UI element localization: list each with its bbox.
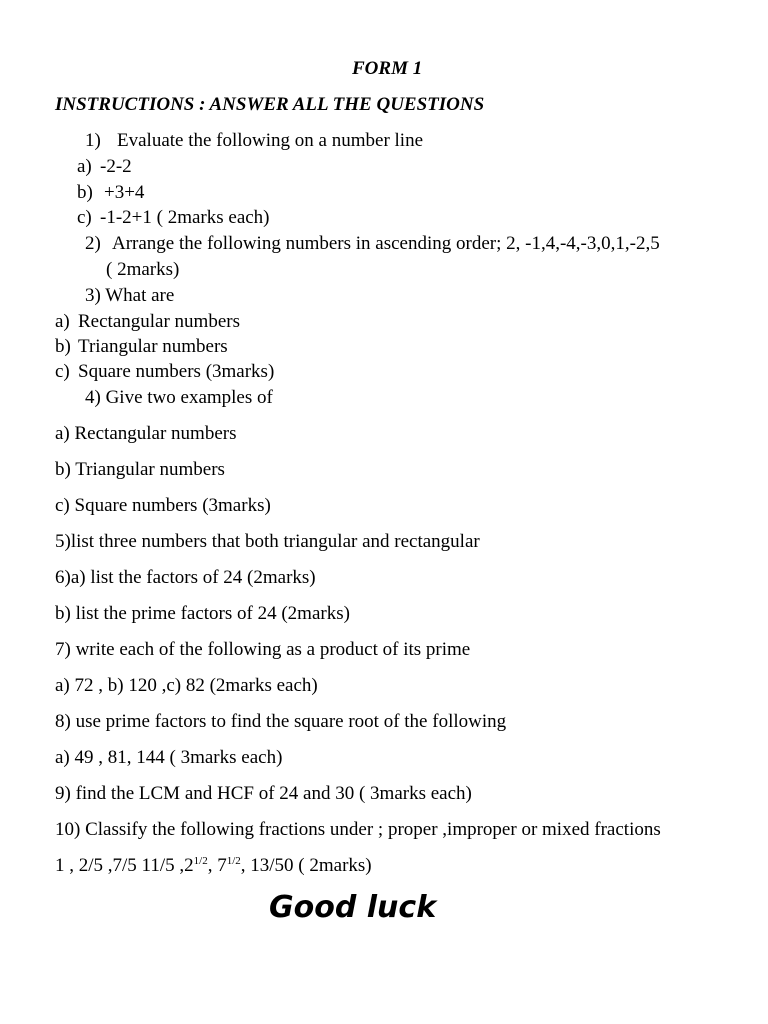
question-9: 9) find the LCM and HCF of 24 and 30 ( 3marks each): [55, 783, 472, 804]
question-2: [85, 234, 660, 253]
question-3-part-b: [55, 337, 228, 356]
question-3-part-c: [55, 362, 274, 381]
part-label: a): [55, 311, 70, 332]
question-7-parts: a) 72 , b) 120 ,c) 82 (2marks each): [55, 675, 318, 696]
question-1: [85, 131, 423, 150]
question-4: 4) Give two examples of: [85, 387, 273, 408]
question-5: 5)list three numbers that both triangular and rectangular: [55, 531, 480, 552]
question-4-part-c: c) Square numbers (3marks): [55, 495, 271, 516]
part-text: Triangular numbers: [78, 336, 228, 357]
good-luck-closing: Good luck: [269, 890, 437, 925]
page-title: FORM 1: [352, 58, 423, 79]
question-1-part-b: [77, 183, 144, 202]
instructions-heading: INSTRUCTIONS : ANSWER ALL THE QUESTIONS: [55, 94, 485, 115]
part-text: -2-2: [100, 156, 132, 177]
question-8-parts: a) 49 , 81, 144 ( 3marks each): [55, 747, 283, 768]
part-label: c): [77, 207, 92, 228]
question-number: 2): [85, 233, 101, 254]
part-text: Rectangular numbers: [78, 311, 240, 332]
question-3: 3) What are: [85, 285, 175, 306]
part-text: Square numbers (3marks): [78, 361, 275, 382]
question-1-part-c: [77, 208, 270, 227]
part-label: b): [77, 182, 93, 203]
part-label: b): [55, 336, 71, 357]
question-7: 7) write each of the following as a product of its prime: [55, 639, 471, 660]
fraction-list-start: 1 , 2/5 ,7/5 11/5 ,2: [55, 855, 194, 876]
question-number: 1): [85, 130, 101, 151]
question-3-part-a: [55, 312, 240, 331]
question-text: Arrange the following numbers in ascending order; 2, -1,4,-4,-3,0,1,-2,5: [112, 233, 660, 254]
question-1-part-a: [77, 157, 132, 176]
question-6-part-b: b) list the prime factors of 24 (2marks): [55, 603, 350, 624]
question-2-marks: ( 2marks): [106, 259, 180, 280]
fraction-list-end: , 13/50 ( 2marks): [240, 855, 372, 876]
question-6-part-a: 6)a) list the factors of 24 (2marks): [55, 567, 316, 588]
part-text: -1-2+1 ( 2marks each): [100, 207, 270, 228]
question-8: 8) use prime factors to find the square root of the following: [55, 711, 507, 732]
part-label: a): [77, 156, 92, 177]
superscript-half: 1/2: [193, 855, 208, 867]
part-text: +3+4: [104, 182, 145, 203]
superscript-half: 1/2: [226, 855, 241, 867]
question-4-part-a: a) Rectangular numbers: [55, 423, 237, 444]
fraction-list-middle: , 7: [207, 855, 227, 876]
question-10: 10) Classify the following fractions under ; proper ,improper or mixed fractions: [55, 819, 661, 840]
question-10-fractions: [55, 856, 372, 875]
part-label: c): [55, 361, 70, 382]
question-text: Evaluate the following on a number line: [117, 130, 424, 151]
question-4-part-b: b) Triangular numbers: [55, 459, 225, 480]
